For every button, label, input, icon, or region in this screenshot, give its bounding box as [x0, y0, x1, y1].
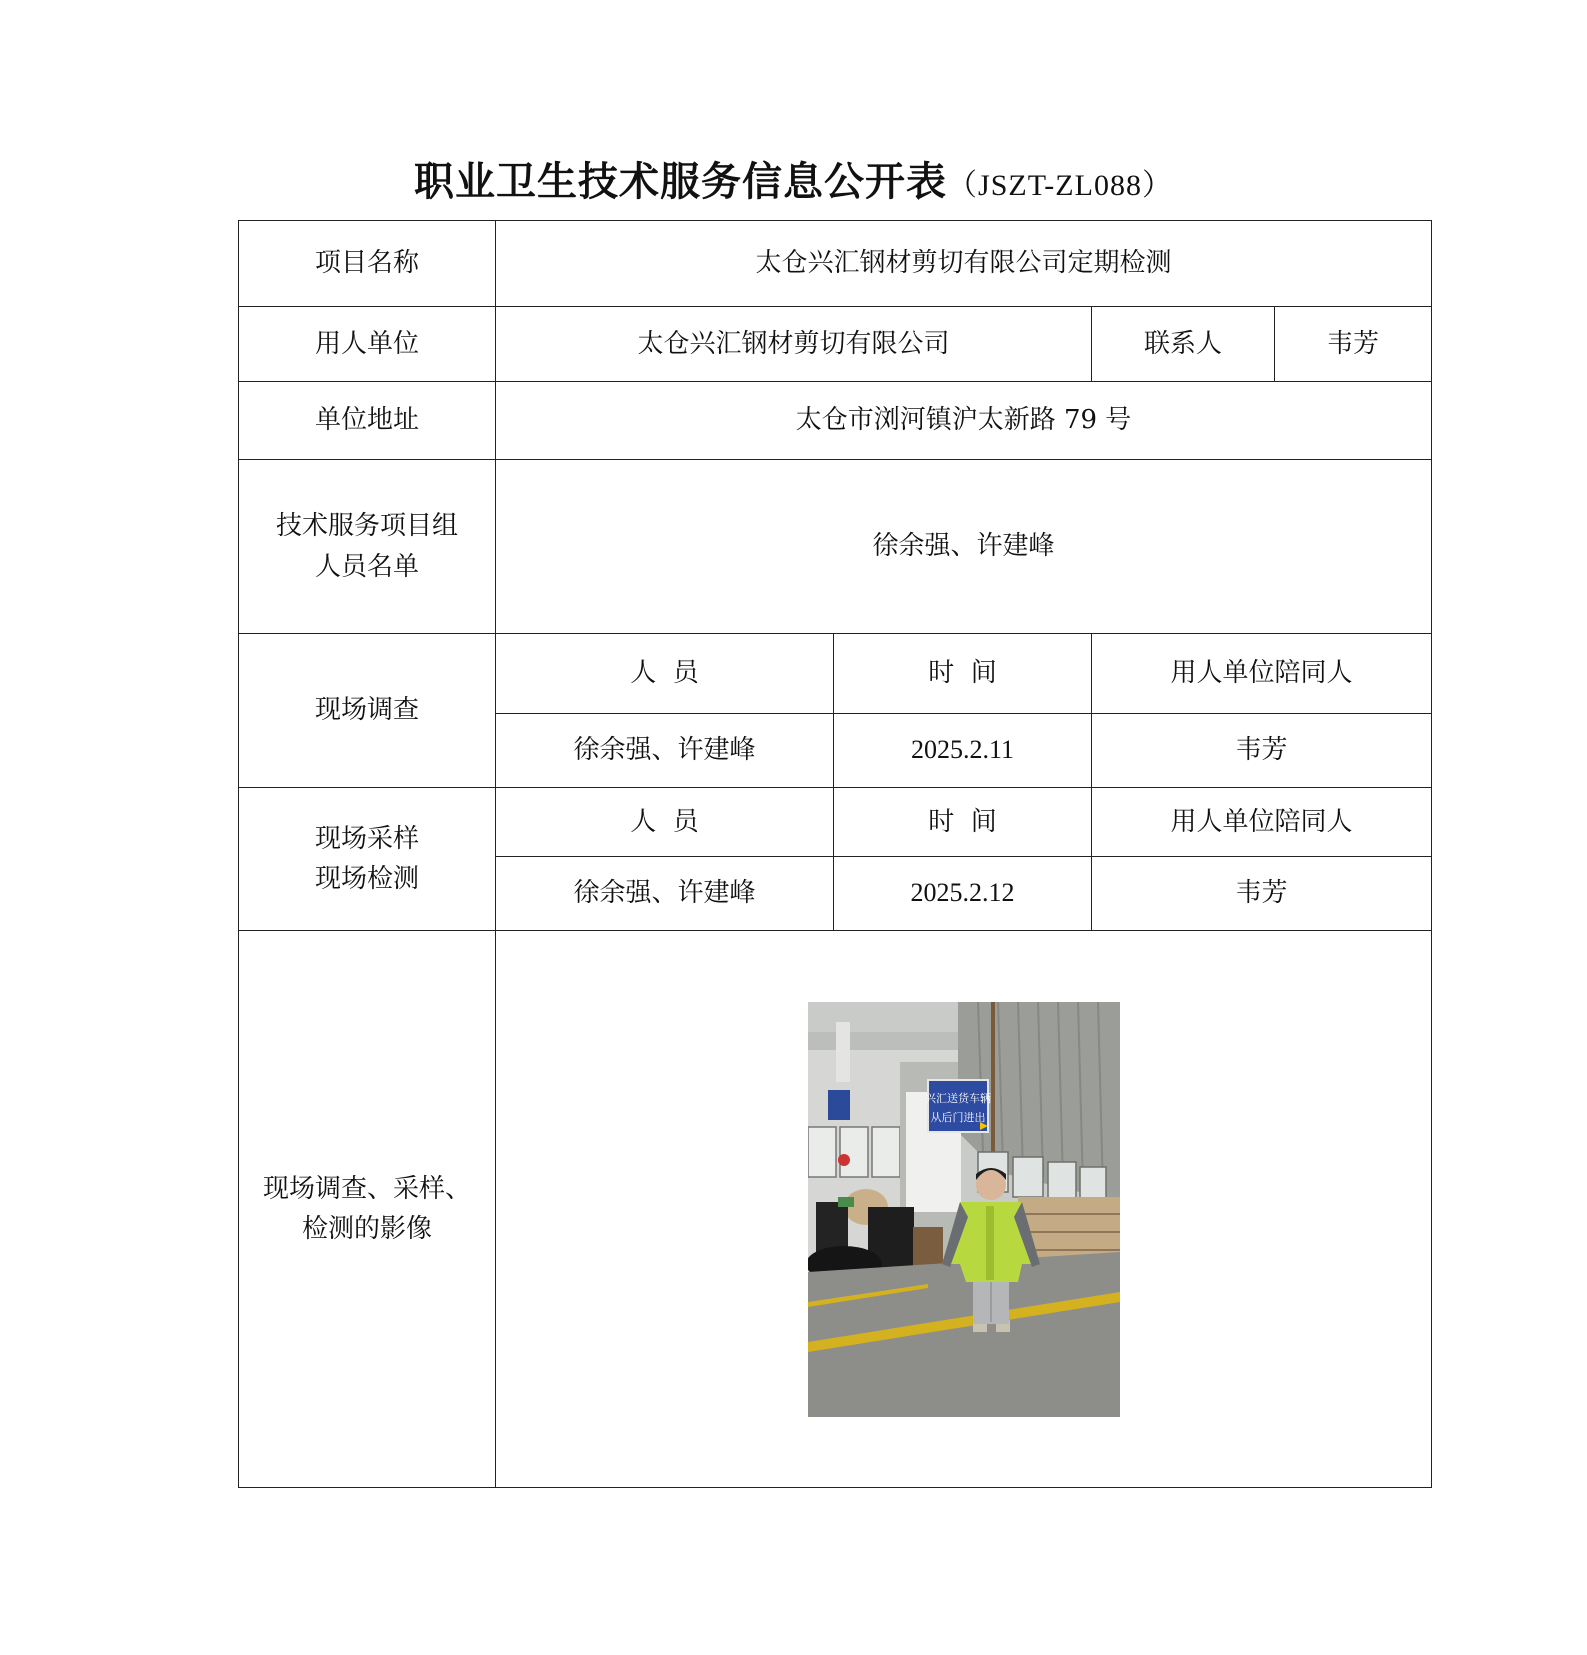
sampling-date: 2025.2.12 [834, 857, 1092, 931]
employer-value: 太仓兴汇钢材剪切有限公司 [496, 307, 1092, 382]
team-label-line2: 人员名单 [314, 551, 419, 582]
images-label-line2: 检测的影像 [301, 1214, 432, 1244]
row-survey-header [239, 634, 1432, 714]
employer-label: 用人单位 [239, 307, 496, 382]
contact-label: 联系人 [1092, 307, 1275, 382]
sampling-escort: 韦芳 [1092, 857, 1432, 931]
row-address [239, 382, 1432, 460]
project-name-label: 项目名称 [239, 221, 496, 307]
project-name-value: 太仓兴汇钢材剪切有限公司定期检测 [496, 221, 1432, 307]
survey-header-personnel: 人 员 [496, 634, 834, 714]
survey-date: 2025.2.11 [834, 714, 1092, 788]
address-label: 单位地址 [239, 382, 496, 460]
address-value: 太仓市浏河镇沪太新路 79 号 [496, 382, 1432, 460]
survey-label: 现场调查 [239, 634, 496, 788]
sampling-header-escort: 用人单位陪同人 [1092, 788, 1432, 857]
team-label [239, 460, 496, 634]
sampling-personnel: 徐余强、许建峰 [496, 857, 834, 931]
sampling-label [239, 788, 496, 931]
row-employer [239, 307, 1432, 382]
team-value: 徐余强、许建峰 [496, 460, 1432, 634]
images-label [239, 931, 496, 1488]
contact-value: 韦芳 [1275, 307, 1432, 382]
sampling-label-line2: 现场检测 [314, 864, 419, 894]
sampling-header-time: 时 间 [834, 788, 1092, 857]
row-project-name [239, 221, 1432, 307]
row-images [239, 931, 1432, 1488]
survey-personnel: 徐余强、许建峰 [496, 714, 834, 788]
info-table [238, 220, 1432, 1488]
sign-text-line2: 从后门进出 [930, 1110, 985, 1124]
site-photo [808, 1002, 1120, 1417]
document-title [0, 150, 1587, 207]
images-cell [496, 931, 1432, 1488]
team-label-line1: 技术服务项目组 [275, 511, 458, 542]
title-code: （JSZT-ZL088） [947, 169, 1173, 202]
row-sampling-header [239, 788, 1432, 857]
survey-header-escort: 用人单位陪同人 [1092, 634, 1432, 714]
survey-header-time: 时 间 [834, 634, 1092, 714]
row-team [239, 460, 1432, 634]
sampling-header-personnel: 人 员 [496, 788, 834, 857]
images-label-line1: 现场调查、采样、 [262, 1173, 471, 1204]
sign-text-line1: 兴汇送货车辆 [924, 1091, 991, 1105]
survey-escort: 韦芳 [1092, 714, 1432, 788]
title-main: 职业卫生技术服务信息公开表 [414, 158, 948, 205]
sampling-label-line1: 现场采样 [314, 823, 419, 854]
